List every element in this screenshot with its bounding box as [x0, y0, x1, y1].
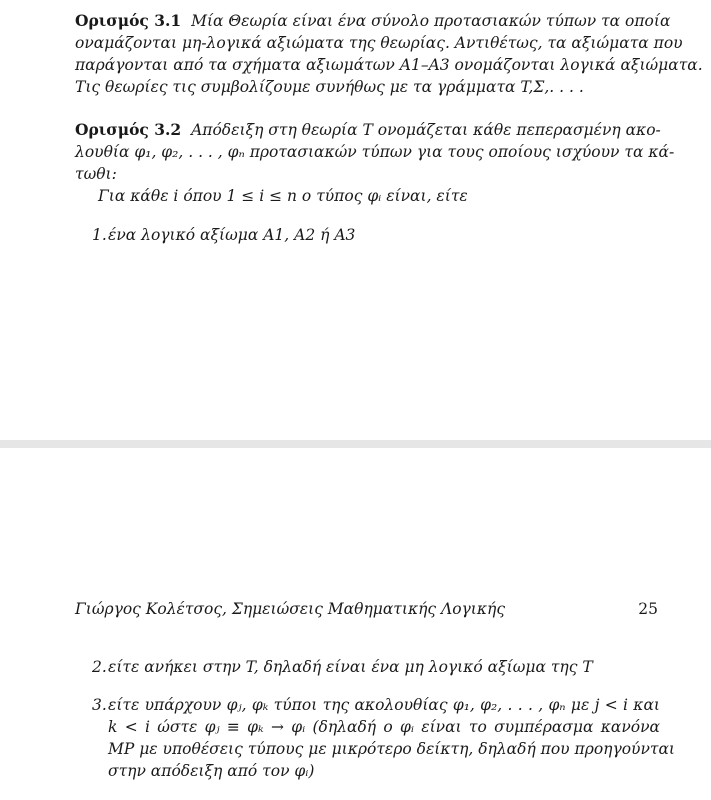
list-item-3-number: 3.	[92, 696, 107, 714]
definition-3-2-term: Ορισμός 3.2	[75, 120, 182, 139]
list-item-3	[92, 694, 676, 782]
definition-3-1-term: Ορισμός 3.1	[75, 11, 182, 30]
list-item-3-line-2: k < i ώστε φⱼ ≡ φₖ → φᵢ (δηλαδή ο φᵢ είναι το συμπέρασμα κανόνα	[108, 718, 660, 736]
page-number: 25	[638, 600, 658, 618]
page-separator	[0, 440, 711, 448]
definition-3-2	[75, 119, 675, 185]
page-bottom	[0, 448, 711, 800]
definition-3-1-line-1: Μία Θεωρία είναι ένα σύνολο προτασιακών τύπων τα οποία	[191, 12, 671, 30]
definition-3-2-line-1: Απόδειξη στη θεωρία T ονομάζεται κάθε πεπερασμένη ακο-	[191, 121, 661, 139]
list-item-2-number: 2.	[92, 658, 107, 676]
definition-3-1-line-4: Τις θεωρίες τις συμβολίζουμε συνήθως με τα γράμματα T,Σ,. . . .	[75, 78, 584, 96]
list-item-3-line-3: MP με υποθέσεις τύπους με μικρότερο δείκτη, δηλαδή που προηγούνται	[108, 740, 676, 758]
list-item-1	[92, 224, 660, 246]
for-each-i-statement: Για κάθε i όπου 1 ≤ i ≤ n ο τύπος φᵢ είναι, είτε	[98, 187, 468, 205]
definition-3-1-line-2: οναμάζονται μη-λογικά αξιώματα της θεωρίας. Αντιθέτως, τα αξιώματα που	[75, 34, 683, 52]
running-head: Γιώργος Κολέτσος, Σημειώσεις Μαθηματικής Λογικής	[75, 600, 506, 618]
list-item-3-line-4: στην απόδειξη από τον φᵢ)	[108, 762, 315, 780]
list-item-2	[92, 656, 660, 678]
definition-3-2-line-3: τωθι:	[75, 165, 117, 183]
list-item-1-number: 1.	[92, 226, 107, 244]
list-item-1-text: ένα λογικό αξίωμα A1, A2 ή A3	[108, 226, 356, 244]
list-item-2-text: είτε ανήκει στην T, δηλαδή είναι ένα μη λογικό αξίωμα της T	[108, 658, 593, 676]
list-item-3-line-1: είτε υπάρχουν φⱼ, φₖ τύποι της ακολουθίας φ₁, φ₂, . . . , φₙ με j < i και	[108, 696, 660, 714]
definition-3-1-line-3: παράγονται από τα σχήματα αξιωμάτων A1–A3 ονομάζονται λογικά αξιώματα.	[75, 56, 703, 74]
definition-3-1	[75, 10, 703, 98]
definition-3-2-line-2: λουθία φ₁, φ₂, . . . , φₙ προτασιακών τύπων για τους οποίους ισχύουν τα κά-	[75, 143, 675, 161]
